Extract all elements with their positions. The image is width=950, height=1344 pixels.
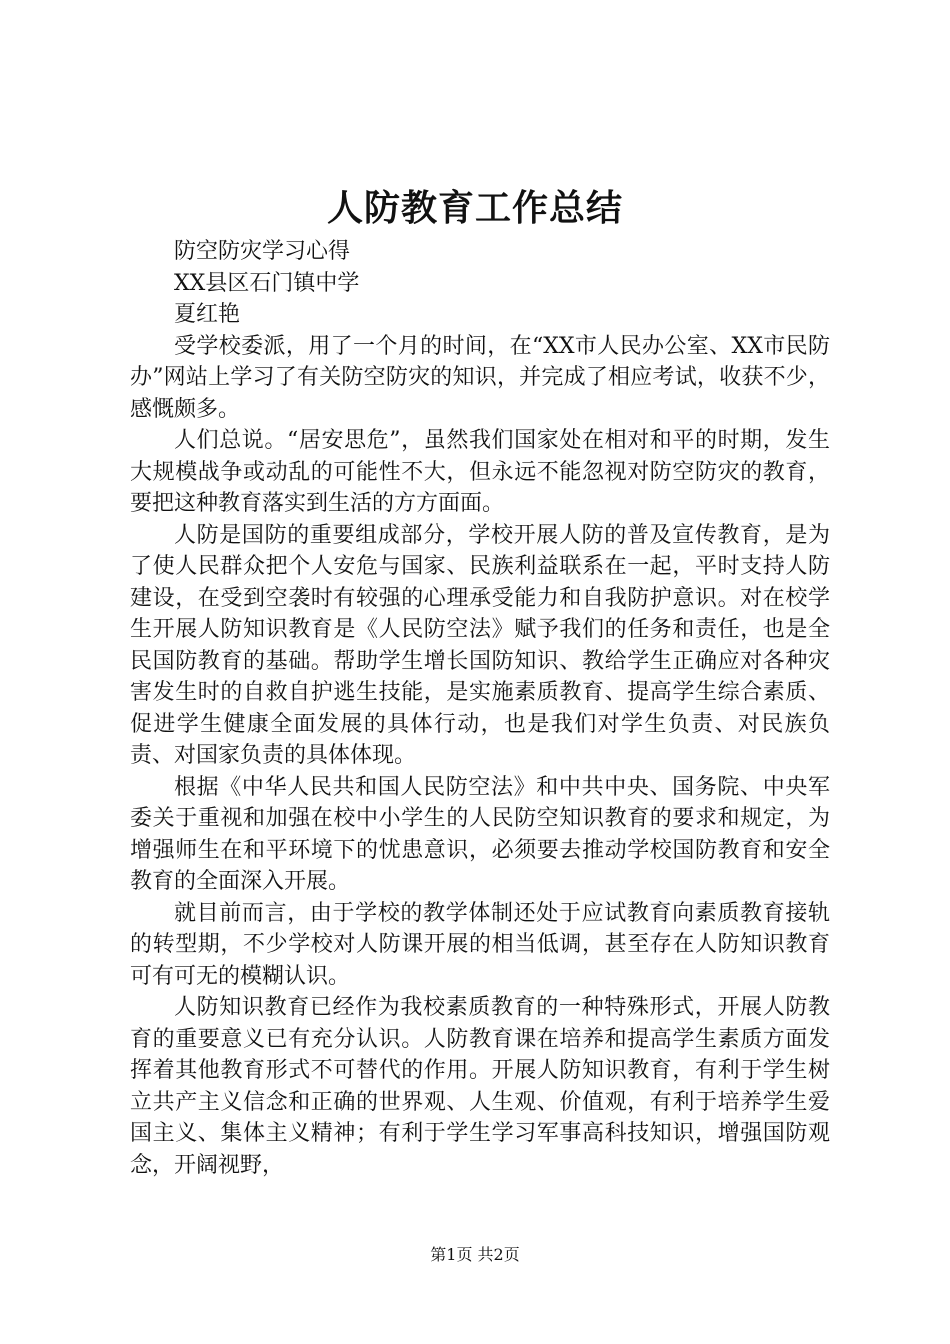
author-line: 夏红艳 bbox=[174, 302, 241, 327]
subtitle-line: 防空防灾学习心得 bbox=[174, 239, 351, 264]
document-body bbox=[130, 236, 830, 1181]
school-line: XX县区石门镇中学 bbox=[174, 270, 360, 296]
paragraph: 就目前而言，由于学校的教学体制还处于应试教育向素质教育接轨的转型期，不少学校对人防课开展的相当低调，甚至存在人防知识教育可有可无的模糊认识。 bbox=[130, 900, 830, 989]
paragraph: 受学校委派，用了一个月的时间，在“XX市人民办公室、XX市民防办”网站上学习了有关防空防灾的知识，并完成了相应考试，收获不少，感慨颇多。 bbox=[130, 333, 830, 422]
document-title: 人防教育工作总结 bbox=[326, 187, 623, 229]
page-number: 第1页 共2页 bbox=[430, 1245, 520, 1264]
paragraph: 人们总说。“居安思危”，虽然我们国家处在相对和平的时期，发生大规模战争或动乱的可能性不大，但永远不能忽视对防空防灾的教育，要把这种教育落实到生活的方方面面。 bbox=[130, 428, 830, 516]
paragraph: 人防是国防的重要组成部分，学校开展人防的普及宣传教育，是为了使人民群众把个人安危与国家、民族利益联系在一起，平时支持人防建设，在受到空袭时有较强的心理承受能力和自我防护意识。对在校学生开展人防知识教育是《人民防空法》赋予我们的任务和责任，也是全民国防教育的基础。帮助学生增长国防知识、教给学生正确应对各种灾害发生时的自救自护逃生技能，是实施素质教育、提高学生综合素质、促进学生健康全面发展的具体行动，也是我们对学生负责、对民族负责、对国家负责的具体体现。 bbox=[130, 522, 830, 768]
paragraph: 人防知识教育已经作为我校素质教育的一种特殊形式，开展人防教育的重要意义已有充分认识。人防教育课在培养和提高学生素质方面发挥着其他教育形式不可替代的作用。开展人防知识教育，有利于学生树立共产主义信念和正确的世界观、人生观、价值观，有利于培养学生爱国主义、集体主义精神；有利于学生学习军事高科技知识，增强国防观念，开阔视野， bbox=[130, 995, 830, 1178]
paragraph: 根据《中华人民共和国人民防空法》和中共中央、国务院、中央军委关于重视和加强在校中小学生的人民防空知识教育的要求和规定，为增强师生在和平环境下的忧患意识，必须要去推动学校国防教育和安全教育的全面深入开展。 bbox=[130, 774, 830, 894]
